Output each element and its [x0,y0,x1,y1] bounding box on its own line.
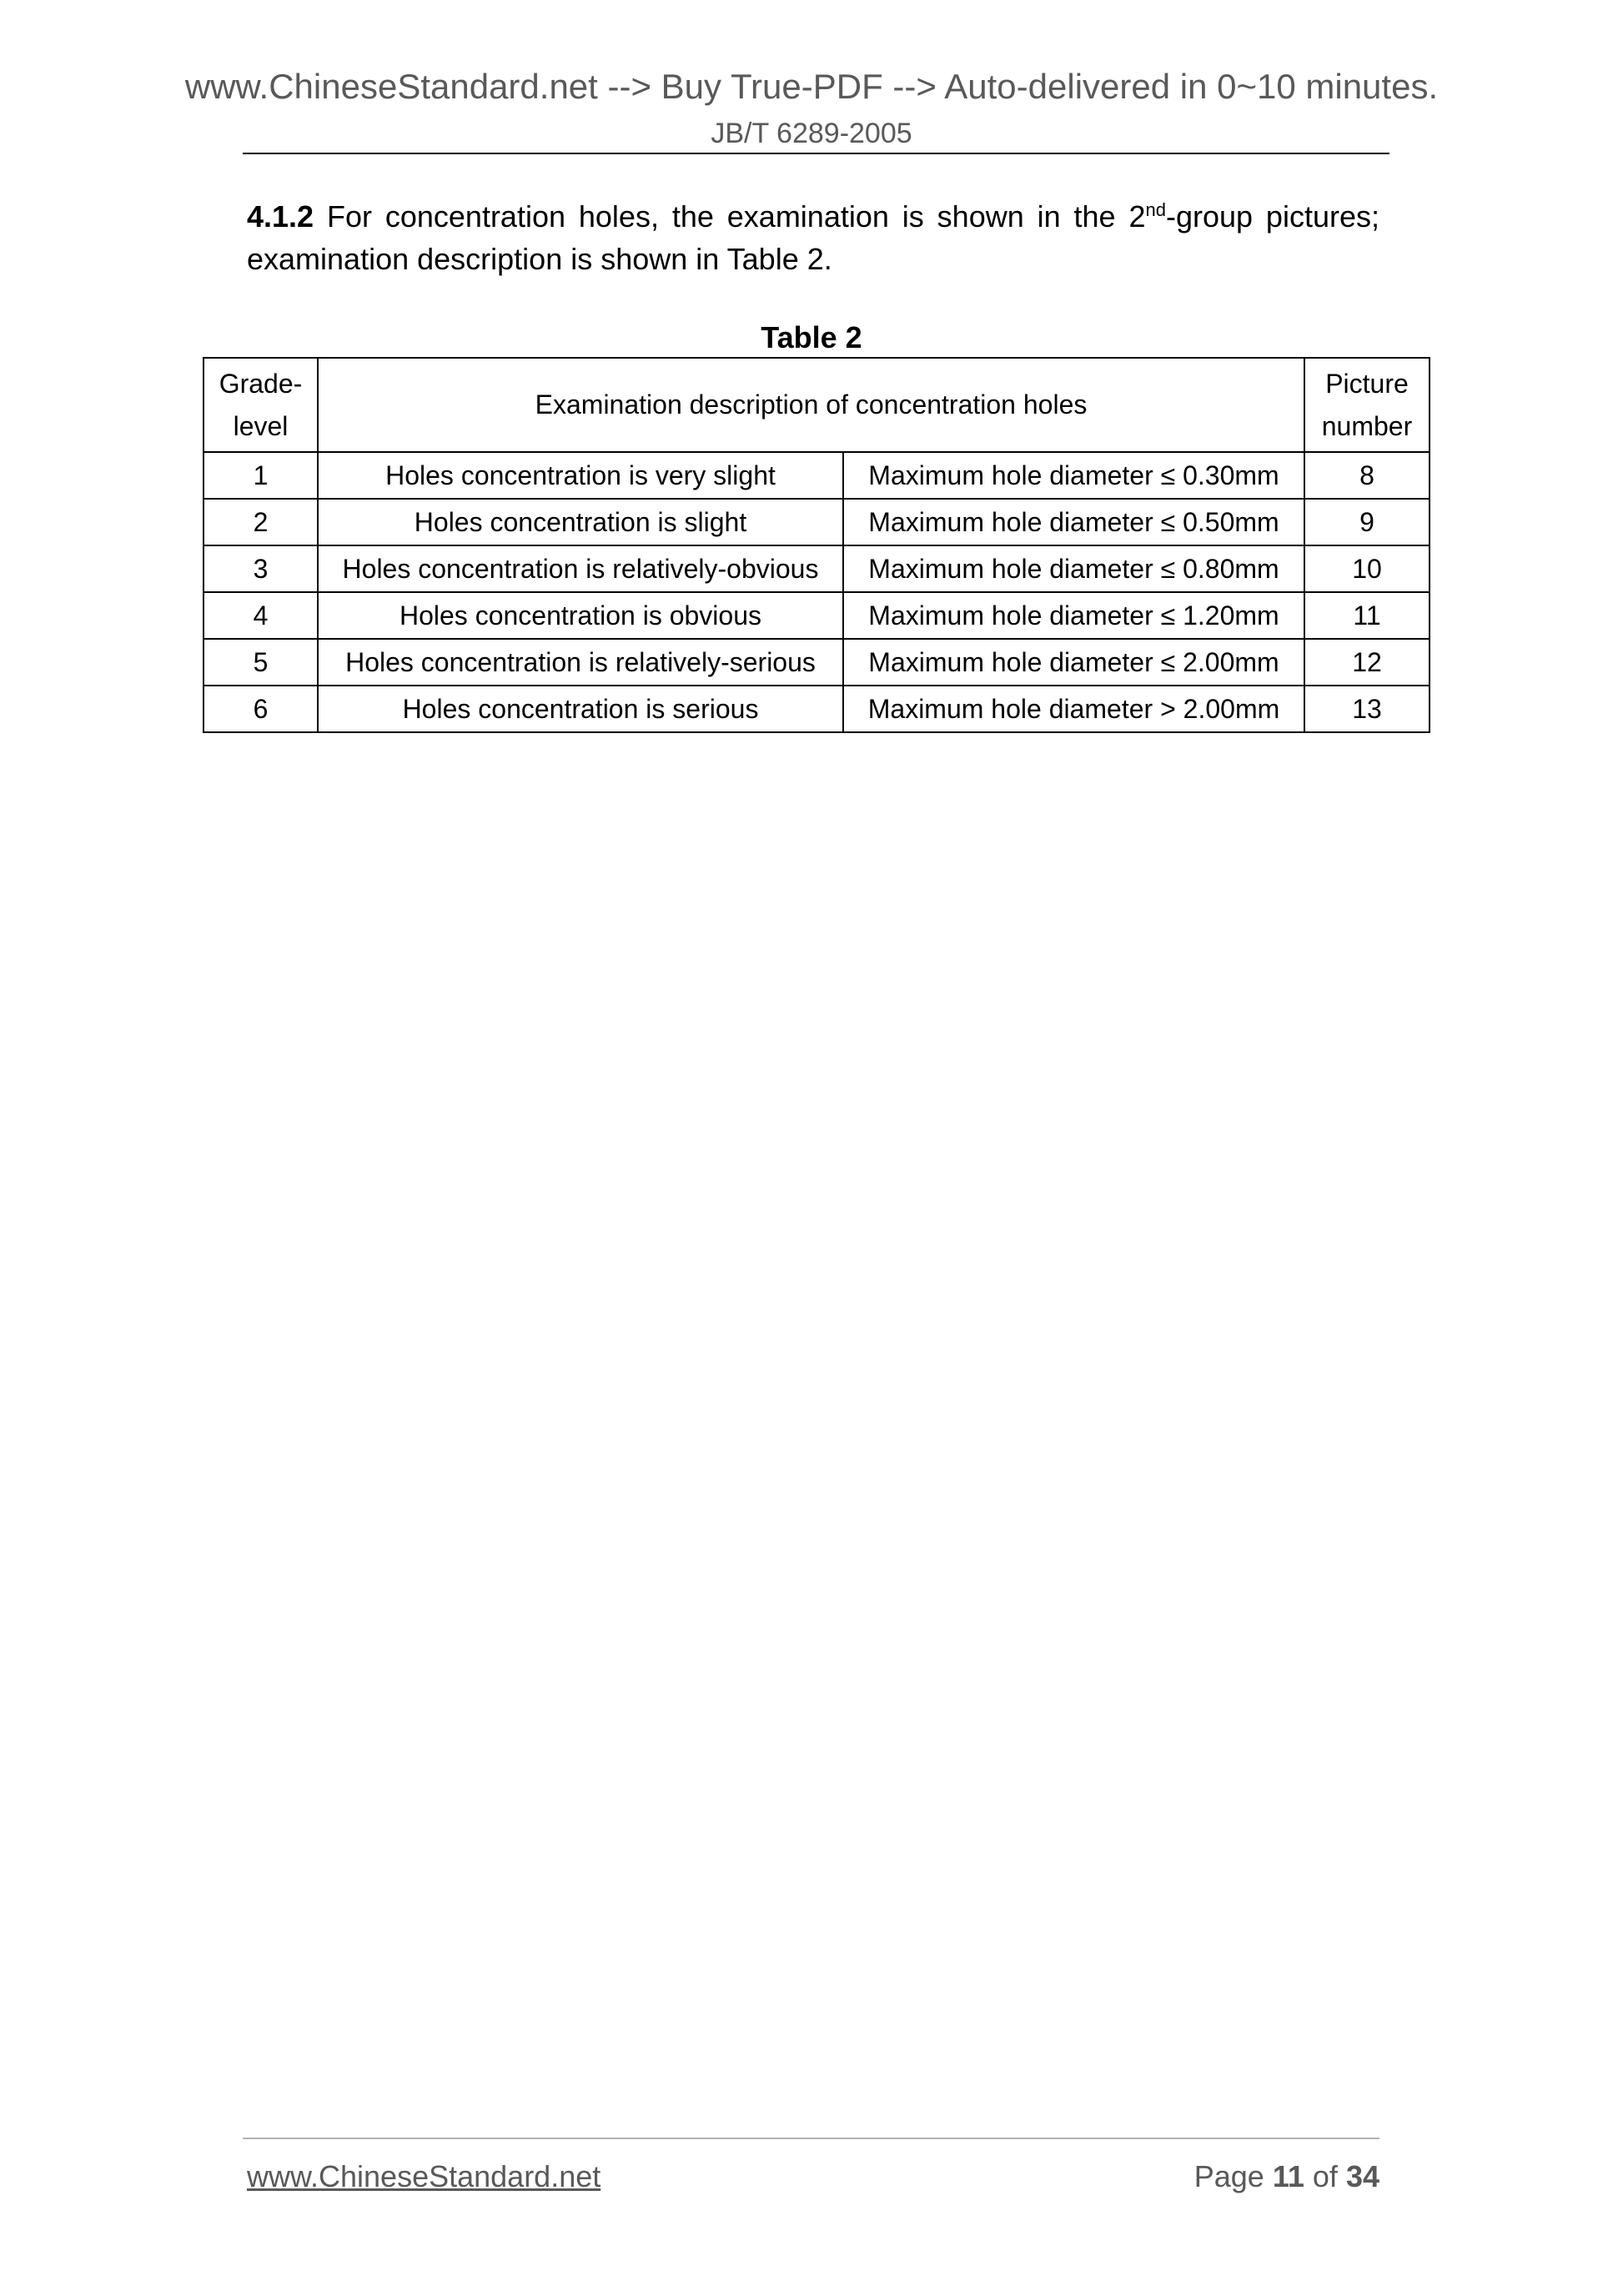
cell-picture: 11 [1304,592,1430,639]
cell-picture: 12 [1304,639,1430,686]
cell-picture: 13 [1304,686,1430,732]
paragraph-text-after-ordinal: -group pictures; examination description is shown in Table 2. [247,199,1379,276]
table-row [204,592,1430,639]
cell-grade: 4 [204,592,318,639]
cell-diameter: Maximum hole diameter ≤ 0.50mm [843,499,1304,545]
header-picture-line2: number [1321,410,1413,441]
page-word: Page [1193,2159,1264,2193]
header-picture-number [1304,358,1430,452]
header-divider [243,153,1389,154]
cell-grade: 3 [204,545,318,592]
header-grade-line2: level [233,410,289,441]
cell-condition: Holes concentration is serious [318,686,843,732]
cell-condition: Holes concentration is very slight [318,452,843,499]
cell-diameter: Maximum hole diameter ≤ 1.20mm [843,592,1304,639]
clause-number: 4.1.2 [247,199,314,234]
paragraph-text-before-ordinal: For concentration holes, the examination is shown in the 2 [326,199,1146,234]
page-current: 11 [1272,2159,1304,2193]
cell-diameter: Maximum hole diameter ≤ 0.80mm [843,545,1304,592]
footer-divider [243,2138,1379,2139]
header-picture-line1: Picture [1325,368,1409,399]
page-indicator [1194,2157,1379,2197]
page-total: 34 [1345,2159,1379,2193]
table-row [204,686,1430,732]
clause-paragraph [247,195,1379,280]
table-row [204,639,1430,686]
cell-grade: 6 [204,686,318,732]
header-grade-line1: Grade- [219,368,303,399]
table-header-row [204,358,1430,452]
cell-diameter: Maximum hole diameter ≤ 0.30mm [843,452,1304,499]
header-grade-level [204,358,318,452]
cell-grade: 1 [204,452,318,499]
table-row [204,545,1430,592]
table-row [204,499,1430,545]
cell-condition: Holes concentration is obvious [318,592,843,639]
cell-condition: Holes concentration is slight [318,499,843,545]
cell-picture: 10 [1304,545,1430,592]
table-row [204,452,1430,499]
concentration-holes-table [203,357,1430,733]
cell-condition: Holes concentration is relatively-serious [318,639,843,686]
cell-picture: 8 [1304,452,1430,499]
cell-picture: 9 [1304,499,1430,545]
cell-condition: Holes concentration is relatively-obvious [318,545,843,592]
page-of: of [1312,2159,1338,2193]
standard-code: JB/T 6289-2005 [711,118,912,149]
header-description: Examination description of concentration holes [318,358,1304,452]
header-banner: www.ChineseStandard.net --> Buy True-PDF --> Auto-delivered in 0~10 minutes. [184,67,1439,106]
cell-grade: 5 [204,639,318,686]
cell-diameter: Maximum hole diameter ≤ 2.00mm [843,639,1304,686]
cell-diameter: Maximum hole diameter > 2.00mm [843,686,1304,732]
table-caption: Table 2 [761,320,862,354]
ordinal-suffix: nd [1145,199,1166,220]
cell-grade: 2 [204,499,318,545]
footer-site-link[interactable]: www.ChineseStandard.net [247,2159,601,2193]
